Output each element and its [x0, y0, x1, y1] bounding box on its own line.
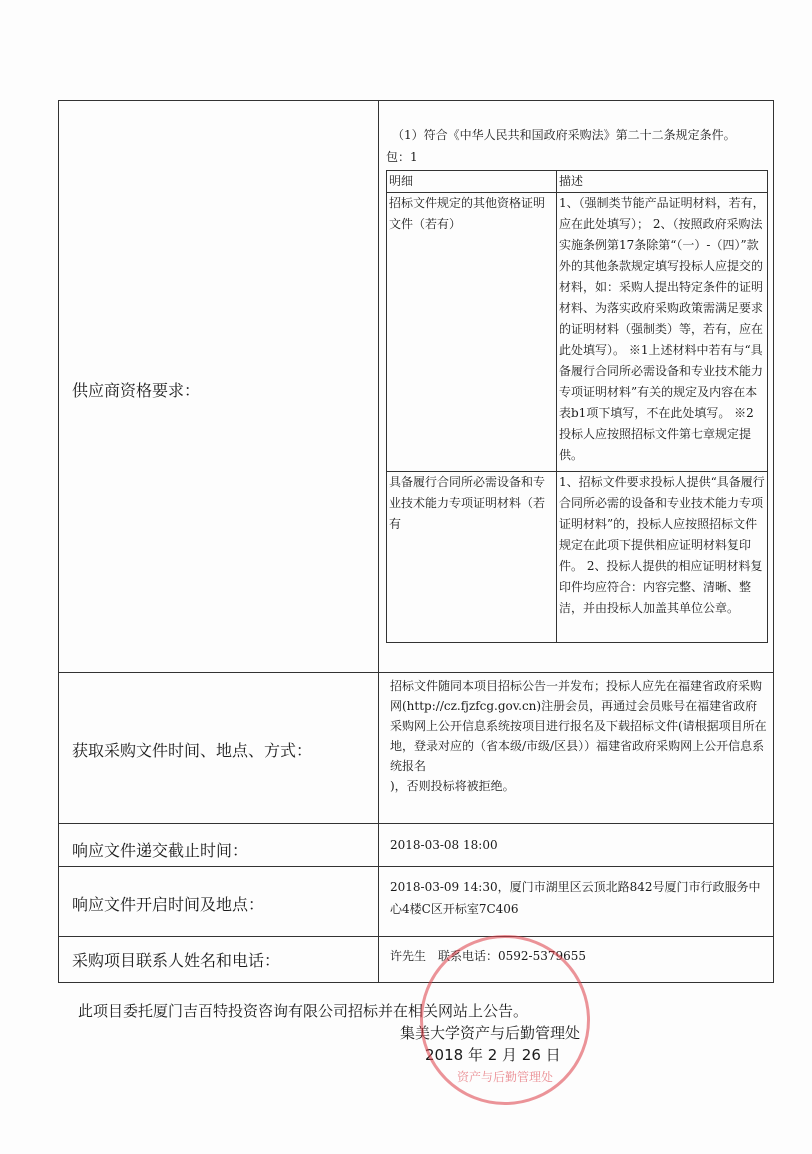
footer-org: 集美大学资产与后勤管理处	[400, 1024, 581, 1042]
footer-note: 此项目委托厦门吉百特投资咨询有限公司招标并在相关网站上公告。	[78, 1002, 529, 1020]
obtain-docs-label: 获取采购文件时间、地点、方式：	[72, 741, 313, 760]
contact-label: 采购项目联系人姓名和电话：	[72, 951, 281, 970]
footer-date: 2018 年 2 月 26 日	[425, 1046, 561, 1064]
package-label: 包：1	[386, 150, 418, 164]
table-row	[387, 193, 768, 472]
opening-value: 2018-03-09 14:30，厦门市湖里区云顶北路842号厦门市行政服务中心4楼C区开标室7C406	[390, 880, 761, 916]
supplier-qualification-label: 供应商资格要求：	[72, 381, 201, 400]
seal-text: 资产与后勤管理处	[456, 1070, 553, 1084]
row-desc: 1、（强制类节能产品证明材料，若有，应在此处填写）； 2、（按照政府采购法实施条例第17条除第“（一）-（四）”款外的其他条款规定填写投标人应提交的材料，如：采购人提出特定条件的证明材料、为落实政府采购政策需满足要求的证明材料（强制类）等，若有，应在此处填写）。 ※1上述材料中若有与“具备履行合同所必需设备和专业技术能力专项证明材料”有关的规定及内容在本表b1项下填写，不在此处填写。 ※2投标人应按照招标文件第七章规定提供。	[557, 193, 768, 472]
qualification-intro: （1）符合《中华人民共和国政府采购法》第二十二条规定条件。	[392, 128, 736, 142]
header-desc: 描述	[557, 171, 768, 193]
deadline-value: 2018-03-08 18:00	[390, 838, 498, 852]
table-row	[387, 472, 768, 643]
header-detail: 明细	[387, 171, 557, 193]
qualification-table	[386, 170, 768, 643]
opening-label: 响应文件开启时间及地点：	[72, 895, 265, 914]
row-desc: 1、招标文件要求投标人提供“具备履行合同所必需的设备和专业技术能力专项证明材料”的，投标人应按照招标文件规定在此项下提供相应证明材料复印件。 2、投标人提供的相应证明材料复印件均应符合：内容完整、清晰、整洁，并由投标人加盖其单位公章。	[557, 472, 768, 643]
table-header-row	[387, 171, 768, 193]
obtain-docs-value: 招标文件随同本项目招标公告一并发布；投标人应先在福建省政府采购网(http://cz.fjzfcg.gov.cn)注册会员，再通过会员账号在福建省政府采购网上公开信息系统按项目进行报名及下载招标文件(请根据项目所在地，登录对应的（省本级/市级/区县））福建省政府采购网上公开信息系统报名 )，否则投标将被拒绝。	[390, 679, 767, 793]
official-seal	[420, 935, 590, 1105]
deadline-label: 响应文件递交截止时间：	[72, 841, 249, 860]
row-detail: 招标文件规定的其他资格证明文件（若有）	[387, 193, 557, 472]
row-detail: 具备履行合同所必需设备和专业技术能力专项证明材料（若有	[387, 472, 557, 643]
contact-value: 许先生 联系电话：0592-5379655	[390, 949, 587, 963]
